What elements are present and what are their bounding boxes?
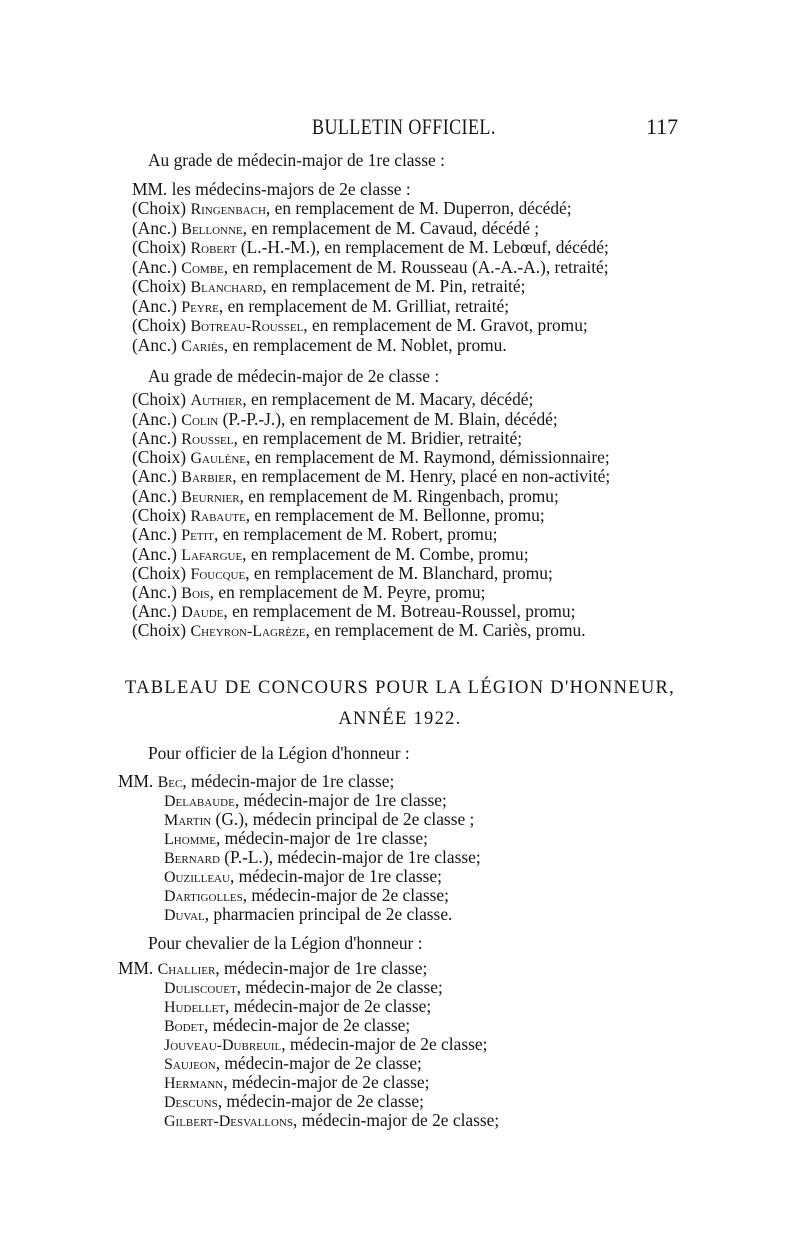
list-item: Gilbert-Desvallons, médecin-major de 2e classe;: [164, 1110, 500, 1130]
list-item: Descuns, médecin-major de 2e classe;: [164, 1091, 424, 1111]
list-item: (Anc.) Bois, en remplacement de M. Peyre, promu;: [132, 582, 486, 602]
list-item: Duliscouet, médecin-major de 2e classe;: [164, 977, 443, 997]
list-item: Bernard (P.-L.), médecin-major de 1re classe;: [164, 847, 481, 867]
list-item: (Choix) Foucque, en remplacement de M. Blanchard, promu;: [132, 563, 553, 583]
list-item: Delabaude, médecin-major de 1re classe;: [164, 790, 447, 810]
list-item: (Anc.) Peyre, en remplacement de M. Grilliat, retraité;: [132, 296, 510, 316]
list-item: (Anc.) Cariès, en remplacement de M. Noblet, promu.: [132, 335, 507, 355]
list-item: Dartigolles, médecin-major de 2e classe;: [164, 885, 449, 905]
tableau-year: ANNÉE 1922.: [338, 709, 462, 729]
page-header: [0, 114, 800, 144]
list-item: (Choix) Rabaute, en remplacement de M. Bellonne, promu;: [132, 505, 545, 525]
list-item: (Anc.) Colin (P.-P.-J.), en remplacement de M. Blain, décédé;: [132, 409, 558, 429]
list-item: (Anc.) Lafargue, en remplacement de M. Combe, promu;: [132, 544, 529, 564]
list-item: MM. Challier, médecin-major de 1re classe;: [118, 958, 428, 978]
list-item: (Anc.) Petit, en remplacement de M. Robert, promu;: [132, 524, 498, 544]
list-item: (Anc.) Barbier, en remplacement de M. Henry, placé en non-activité;: [132, 466, 611, 486]
list-item: Saujeon, médecin-major de 2e classe;: [164, 1053, 422, 1073]
list-item: (Choix) Cheyron-Lagrèze, en remplacement de M. Cariès, promu.: [132, 620, 586, 640]
list-item: (Anc.) Bellonne, en remplacement de M. Cavaud, décédé ;: [132, 218, 540, 238]
officier-intro: Pour officier de la Légion d'honneur :: [148, 743, 410, 763]
list-item: Ouzilleau, médecin-major de 1re classe;: [164, 866, 442, 886]
list-item: (Anc.) Beurnier, en remplacement de M. Ringenbach, promu;: [132, 486, 559, 506]
list-item: Bodet, médecin-major de 2e classe;: [164, 1015, 411, 1035]
list-item: (Anc.) Roussel, en remplacement de M. Bridier, retraité;: [132, 428, 523, 448]
list-item: (Choix) Botreau-Roussel, en remplacement de M. Gravot, promu;: [132, 315, 588, 335]
list-item: MM. Bec, médecin-major de 1re classe;: [118, 771, 395, 791]
chevalier-intro: Pour chevalier de la Légion d'honneur :: [148, 933, 423, 953]
list-item: (Choix) Robert (L.-H.-M.), en remplacement de M. Lebœuf, décédé;: [132, 237, 609, 257]
section-intro-major-2e: Au grade de médecin-major de 2e classe :: [148, 366, 440, 386]
list-item: Hermann, médecin-major de 2e classe;: [164, 1072, 430, 1092]
section-intro-major-1re: Au grade de médecin-major de 1re classe :: [148, 150, 445, 170]
list-item: Lhomme, médecin-major de 1re classe;: [164, 828, 428, 848]
list-item: (Choix) Blanchard, en remplacement de M. Pin, retraité;: [132, 276, 526, 296]
list-item: (Anc.) Combe, en remplacement de M. Rousseau (A.-A.-A.), retraité;: [132, 257, 609, 277]
list-item: Martin (G.), médecin principal de 2e classe ;: [164, 809, 475, 829]
list-item: Hudellet, médecin-major de 2e classe;: [164, 996, 432, 1016]
list-item: (Choix) Gaulène, en remplacement de M. Raymond, démissionnaire;: [132, 447, 610, 467]
list-item: (Choix) Ringenbach, en remplacement de M. Duperron, décédé;: [132, 198, 572, 218]
list-item: Jouveau-Dubreuil, médecin-major de 2e classe;: [164, 1034, 488, 1054]
page-number: 117: [646, 114, 679, 139]
list-item: (Choix) Authier, en remplacement de M. Macary, décédé;: [132, 389, 534, 409]
list-item: (Anc.) Daude, en remplacement de M. Botreau-Roussel, promu;: [132, 601, 576, 621]
list-item: MM. les médecins-majors de 2e classe :: [132, 179, 411, 199]
list-item: Duval, pharmacien principal de 2e classe.: [164, 904, 453, 924]
running-title: BULLETIN OFFICIEL.: [312, 114, 496, 139]
tableau-title: TABLEAU DE CONCOURS POUR LA LÉGION D'HONNEUR,: [124, 678, 676, 698]
